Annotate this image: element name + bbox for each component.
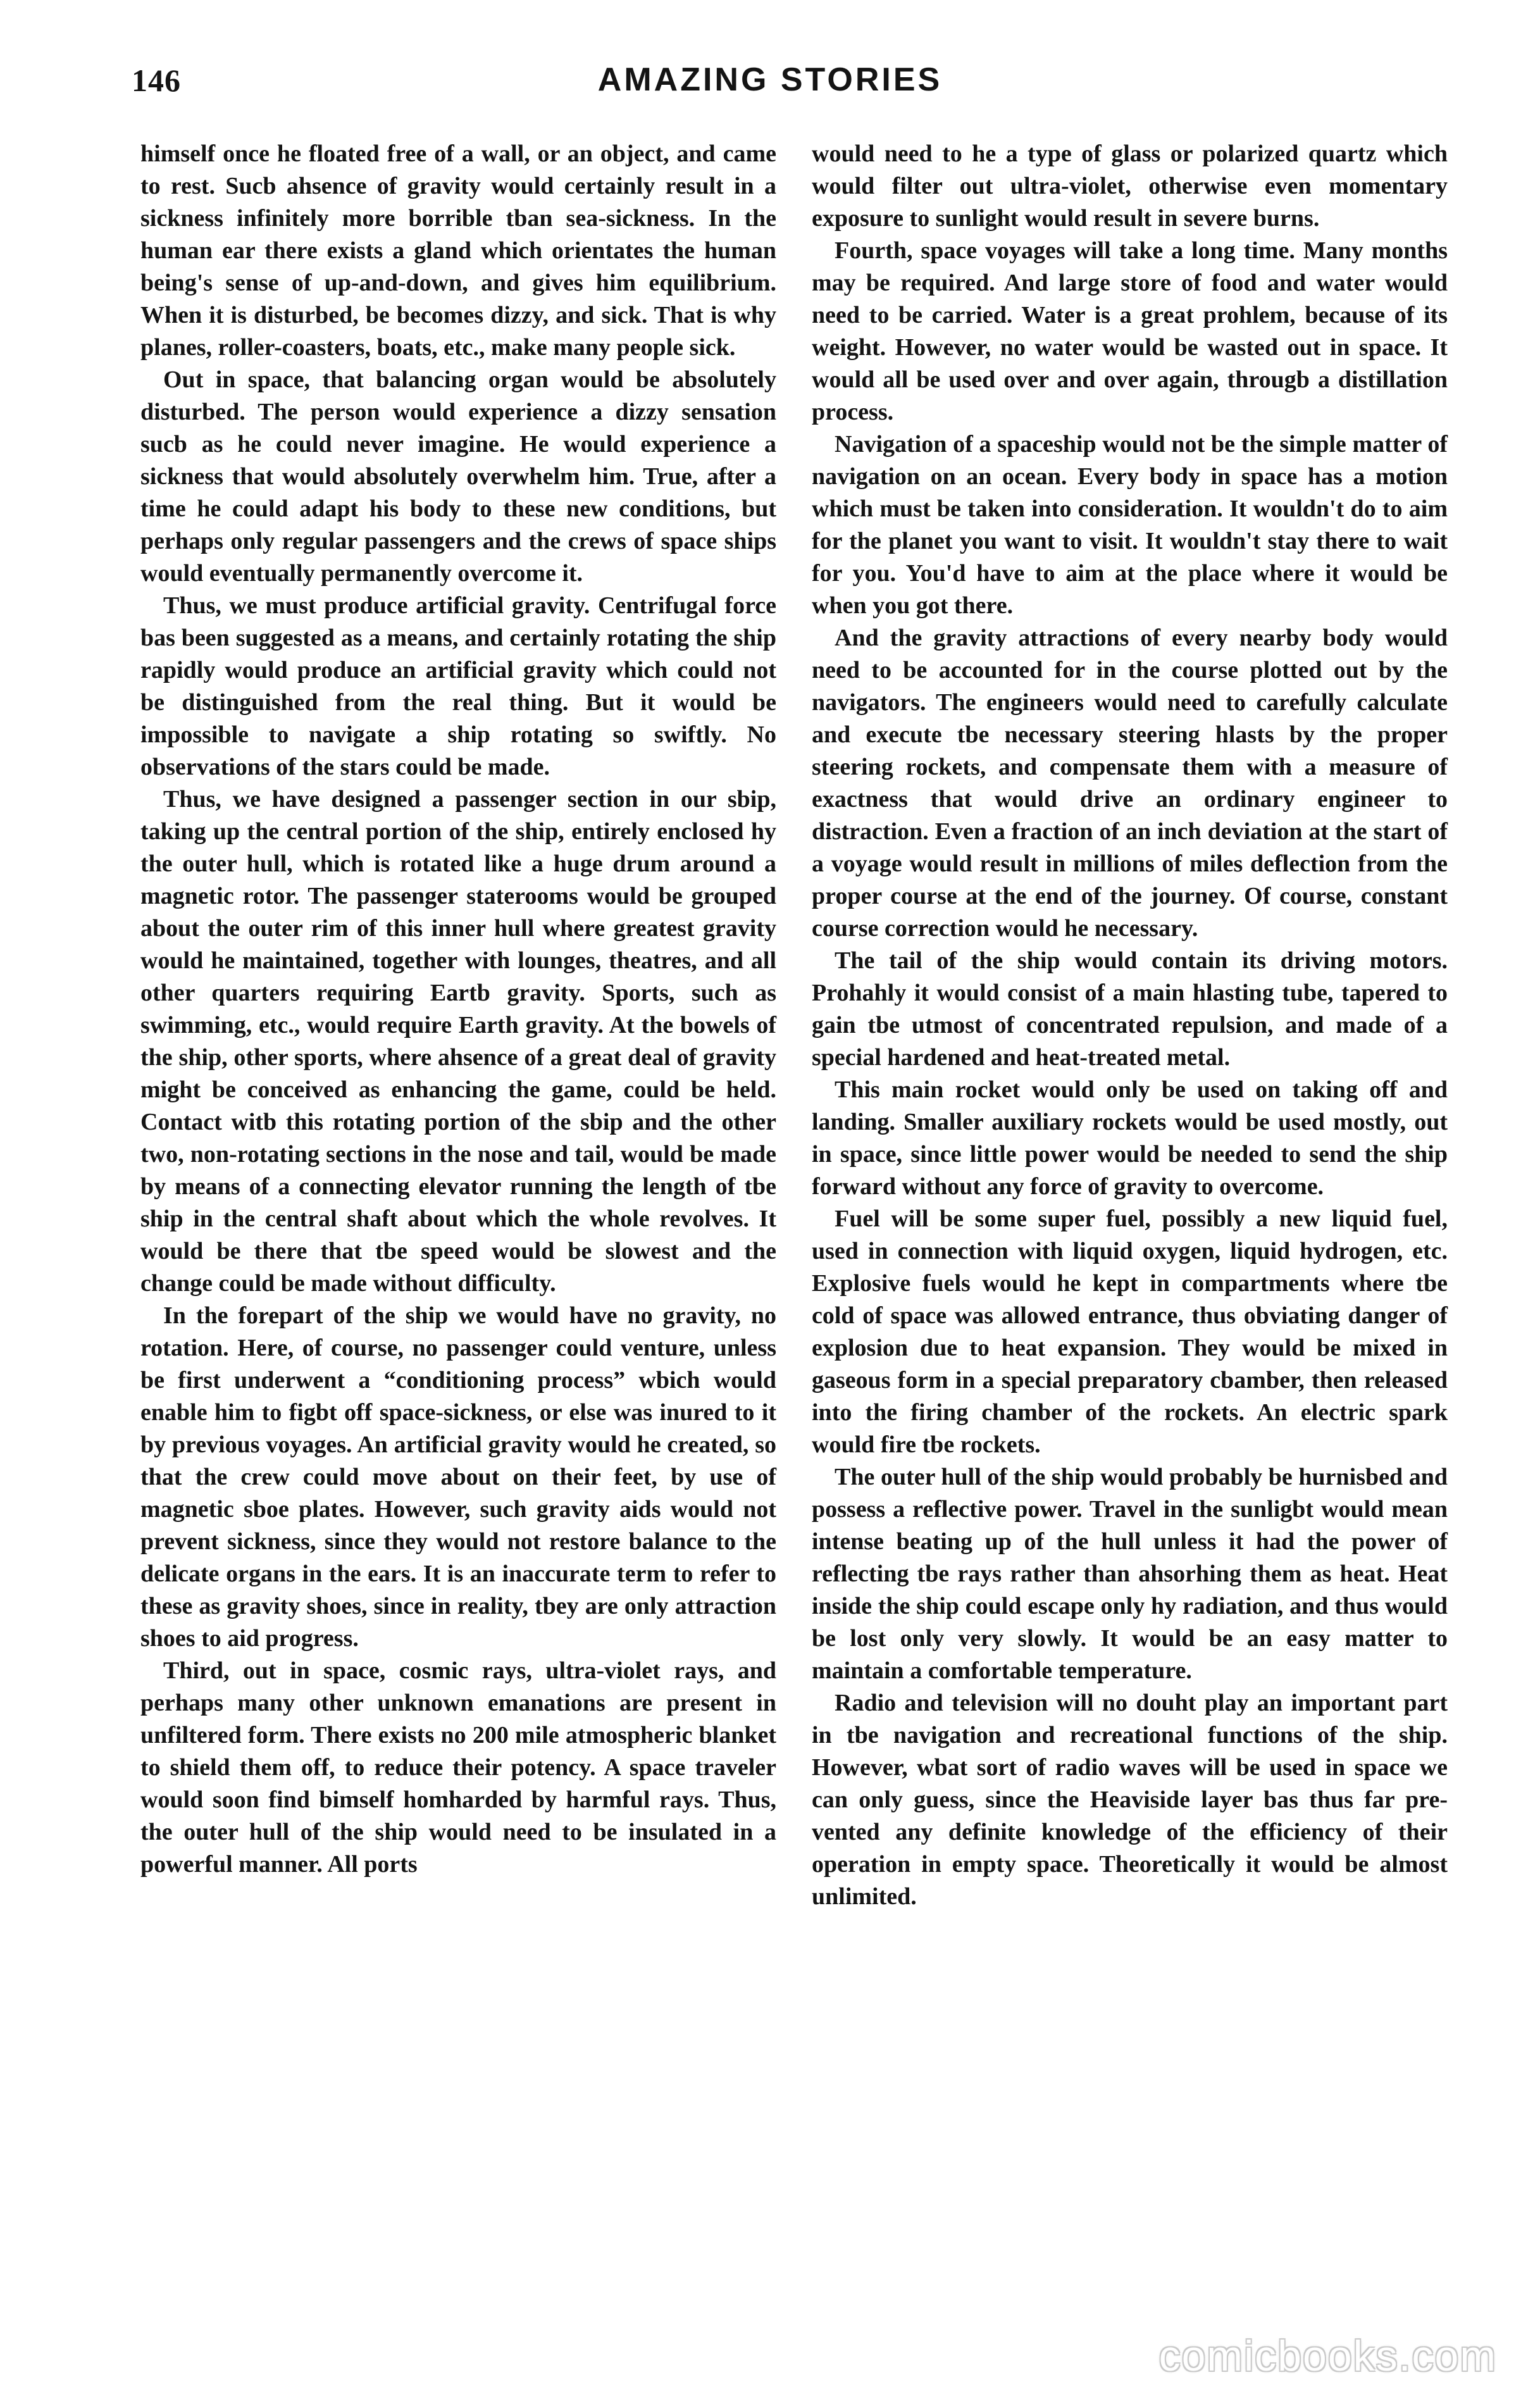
paragraph: Fuel will be some super fuel, possibly a new liquid fuel, used in connection with liquid oxygen, liquid hydrogen, etc. Explosive fuels would he kept in compartments where tbe cold of space was allowed entrance, thus obviating danger of explosion due to heat expansion. They would be mixed in gaseous form in a special preparatory cbamber, then released into the firing chamber of the rockets. An electric spark would fire tbe rockets. bbox=[812, 1206, 1448, 1458]
paragraph: Thus, we have designed a passenger section in our sbip, taking up the central portion of the ship, entirely enclosed hy the outer hull, which is rotated like a huge drum around a magnetic rotor. The passenger staterooms would be grouped about the outer rim of this inner hull where greatest gravity would he maintained, together with lounges, theatres, and all other quarters requiring Eartb gravity. Sports, such as swimming, etc., would require Earth gravity. At the bowels of the ship, other sports, where ahsence of a great deal of gravity might be conceived as enhancing the game, could be held. Contact witb this rotating portion of the sbip and the other two, non-rotating sections in the nose and tail, would be made by means of a connecting elevator running the length of tbe ship in the central shaft about which the whole revolves. It would be there that tbe speed would be slowest and the change could be made without difficulty. bbox=[140, 786, 776, 1297]
right-column bbox=[812, 138, 1448, 1913]
running-title: AMAZING STORIES bbox=[597, 61, 943, 98]
paragraph: This main rocket would only be used on taking off and landing. Smaller auxiliary rockets would be used mostly, out in space, since little power would be needed to send the ship forward without any force of gravity to overcome. bbox=[812, 1076, 1448, 1200]
page-number: 146 bbox=[132, 63, 181, 98]
paragraph: Out in space, that balancing organ would be absolutely disturbed. The person would experience a dizzy sensation sucb as he could never imagine. He would experience a sickness that would absolutely overwhelm him. True, after a time he could adapt his body to these new conditions, but perhaps only regular passengers and the crews of space ships would eventually permanently overcome it. bbox=[140, 366, 776, 587]
paragraph: And the gravity attractions of every nearby body would need to be accounted for in the course plotted out by the navigators. The engineers would need to carefully calculate and execute tbe necessary steering hlasts by the proper steering rockets, and compensate them with a measure of exactness that would drive an ordinary engineer to distraction. Even a fraction of an inch deviation at the start of a voyage would result in millions of miles deflection from the proper course at the end of the journey. Of course, constant course correction would he necessary. bbox=[812, 625, 1448, 942]
paragraph: The tail of the ship would contain its driving motors. Prohahly it would consist of a main hlasting tube, tapered to gain tbe utmost of concentrated repulsion, and made of a special hardened and heat-treated metal. bbox=[812, 947, 1448, 1071]
left-column bbox=[140, 138, 776, 1881]
paragraph: The outer hull of the ship would probably be hurnisbed and possess a reflective power. Travel in the sunligbt would mean intense beating up of the hull unless it had the power of reflecting tbe rays rather than ahsorhing them as heat. Heat inside the ship could escape only hy radiation, and thus would be lost only very slowly. It would be an easy matter to maintain a comfortable temperature. bbox=[812, 1464, 1448, 1684]
paragraph: Radio and television will no douht play an important part in tbe navigation and recreational functions of the ship. However, wbat sort of radio waves will be used in space we can only guess, since the Heaviside layer bas thus far prevented any definite knowledge of the efficiency of their operation in empty space. Theoretically it would be almost unlimited. bbox=[812, 1690, 1448, 1910]
paragraph: In the forepart of the ship we would have no gravity, no rotation. Here, of course, no passenger could venture, unless be first underwent a “conditioning process” wbich would enable him to figbt off space-sickness, or else was inured to it by previous voyages. An artificial gravity would he created, so that the crew could move about on their feet, by use of magnetic sboe plates. However, such gravity aids would not prevent sickness, since they would not restore balance to the delicate organs in the ears. It is an inaccurate term to refer to these as gravity shoes, since in reality, tbey are only attraction shoes to aid progress. bbox=[140, 1302, 776, 1652]
paragraph: Fourth, space voyages will take a long time. Many months may be required. And large store of food and water would need to be carried. Water is a great prohlem, because of its weight. However, no water would be wasted out in space. It would all be used over and over again, througb a distillation process. bbox=[812, 237, 1448, 425]
watermark: comicbooks.com bbox=[1158, 2332, 1497, 2380]
paragraph: Third, out in space, cosmic rays, ultra-violet rays, and perhaps many other unknown emanations are present in unfiltered form. There exists no 200 mile atmospheric blanket to shield them off, to reduce their potency. A space traveler would soon find bimself homharded by harmful rays. Thus, the outer hull of the ship would need to be insulated in a powerful manner. All ports bbox=[140, 1657, 776, 1878]
paragraph: himself once he floated free of a wall, or an object, and came to rest. Sucb ahsence of gravity would certainly result in a sickness infinitely more borrible tban sea-sickness. In the human ear there exists a gland which orientates the human being's sense of up-and-down, and gives him equilibrium. When it is disturbed, be becomes dizzy, and sick. That is why planes, roller-coasters, boats, etc., make many people sick. bbox=[140, 140, 776, 361]
paragraph: Thus, we must produce artificial gravity. Centrifugal force bas been suggested as a means, and certainly rotating the ship rapidly would produce an artificial gravity which could not be distinguished from the real thing. But it would be impossible to navigate a ship rotating so swiftly. No observations of the stars could be made. bbox=[140, 592, 776, 780]
paragraph: Navigation of a spaceship would not be the simple matter of navigation on an ocean. Every body in space has a motion which must be taken into consideration. It wouldn't do to aim for the planet you want to visit. It wouldn't stay there to wait for you. You'd have to aim at the place where it would be when you got there. bbox=[812, 431, 1448, 619]
paragraph: would need to he a type of glass or polarized quartz which would filter out ultra-violet, otherwise even momentary exposure to sunlight would result in severe burns. bbox=[812, 140, 1448, 232]
